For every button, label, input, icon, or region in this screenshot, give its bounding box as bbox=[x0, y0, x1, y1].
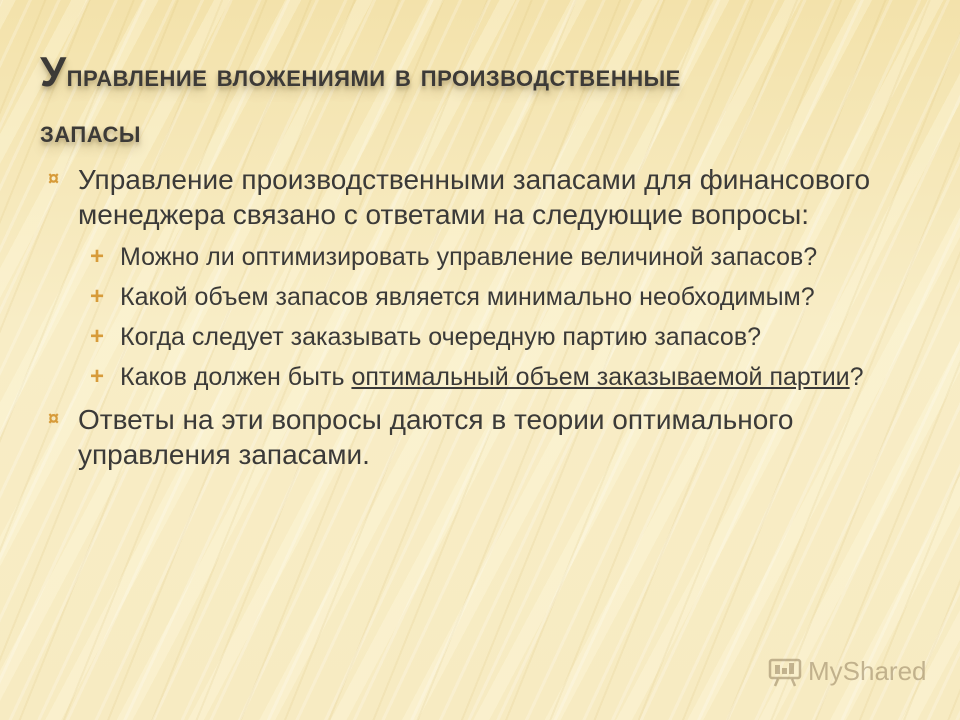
sub-bullet-text-after: ? bbox=[849, 363, 864, 391]
bullet-item bbox=[44, 162, 914, 392]
bullet-icon: ¤ bbox=[48, 168, 60, 190]
plus-icon: + bbox=[90, 243, 105, 270]
presentation-board-icon bbox=[768, 657, 802, 687]
sub-bullet-text-before: Каков должен быть bbox=[120, 363, 352, 391]
sub-bullet-text: Когда следует заказывать очередную партию запасов? bbox=[120, 323, 762, 351]
plus-icon: + bbox=[90, 283, 105, 310]
sub-bullet-item bbox=[78, 322, 914, 352]
title-line-1: правление вложениями в производственные bbox=[66, 57, 681, 93]
bullet-icon: ¤ bbox=[48, 408, 60, 430]
plus-icon: + bbox=[90, 363, 105, 390]
watermark bbox=[768, 656, 927, 687]
title-line-2: запасы bbox=[40, 113, 141, 149]
plus-icon: + bbox=[90, 323, 105, 350]
sub-bullet-list bbox=[78, 242, 914, 392]
bullet-list bbox=[44, 162, 914, 480]
underlined-term: оптимальный объем заказываемой партии bbox=[351, 363, 850, 391]
slide-title bbox=[40, 44, 900, 159]
sub-bullet-item bbox=[78, 242, 914, 272]
title-first-letter: У bbox=[40, 48, 67, 95]
sub-bullet-item bbox=[78, 282, 914, 312]
sub-bullet-item bbox=[78, 362, 914, 392]
sub-bullet-text: Какой объем запасов является минимально необходимым? bbox=[120, 283, 815, 311]
bullet-text: Ответы на эти вопросы даются в теории оптимального управления запасами. bbox=[78, 404, 794, 470]
watermark-text: MyShared bbox=[808, 656, 927, 686]
bullet-text: Управление производственными запасами для финансового менеджера связано с ответами на следующие вопросы: bbox=[78, 164, 871, 230]
bullet-item bbox=[44, 402, 914, 472]
sub-bullet-text: Можно ли оптимизировать управление величиной запасов? bbox=[120, 243, 818, 271]
